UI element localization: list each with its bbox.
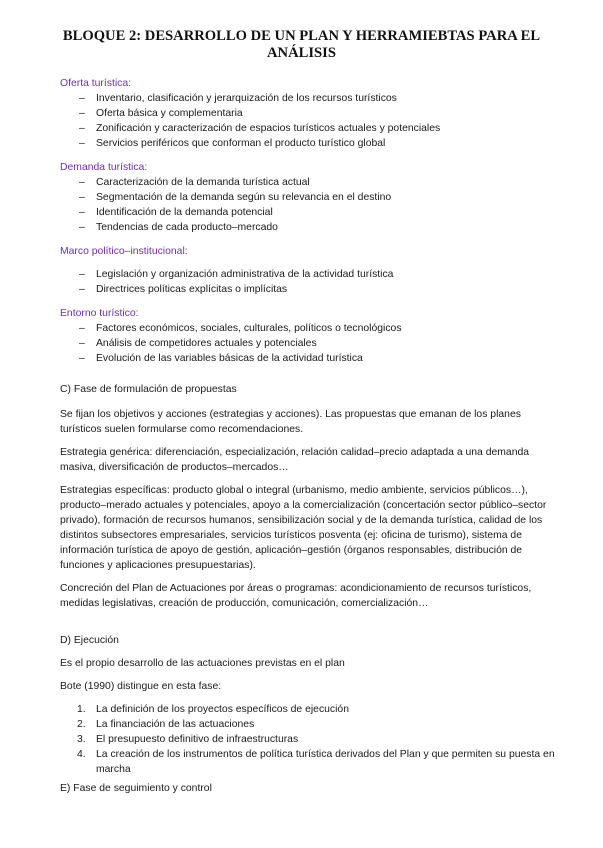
section-fase-d [60,633,560,777]
list-item: 1. La definición de los proyectos específicos de ejecución [77,704,349,715]
list-item: – Identificación de la demanda potencial [60,205,560,220]
section-fase-c [60,382,560,611]
list-item: – Análisis de competidores actuales y potenciales [60,336,560,351]
section-fase-e [60,781,560,796]
bullet-list [60,321,560,366]
list-item: 3. El presupuesto definitivo de infraestructuras [77,734,299,745]
section-heading: E) Fase de seguimiento y control [60,783,212,794]
list-item: 2. La financiación de las actuaciones [77,719,255,730]
list-item: – Segmentación de la demanda según su relevancia en el destino [60,190,560,205]
paragraph: Es el propio desarrollo de las actuaciones previstas en el plan [60,658,345,669]
section-marco [60,244,560,297]
section-demanda [60,160,560,235]
paragraph: Concreción del Plan de Actuaciones por áreas o programas: acondicionamiento de recursos turísticos, medidas legislativas, creación de producción, comunicación, comercialización… [60,583,532,609]
list-item: – Legislación y organización administrativa de la actividad turística [60,267,560,282]
document-body [60,76,560,796]
paragraph: Se fijan los objetivos y acciones (estrategias y acciones). Las propuestas que emanan de los planes turísticos suelen formularse como recomendaciones. [60,409,521,435]
list-item: – Tendencias de cada producto–mercado [60,220,560,235]
list-item: – Zonificación y caracterización de espacios turísticos actuales y potenciales [60,121,560,136]
list-item: – Servicios periféricos que conforman el producto turístico global [60,136,560,151]
paragraph: Estrategias específicas: producto global o integral (urbanismo, medio ambiente, servicios públicos…), producto–merado actuales y potenciales, apoyo a la comercialización (concertación sector público–sector privado), formación de recursos humanos, sensibilización social y de la demanda turística, calidad de los distintos subsectores empresariales, servicios turísticos posventa (ej: oficina de turismo), sistema de información turística de apoyo de gestión, aplicación–gestión (órganos responsables, distribución de funciones y aplicaciones presupuestarias). [60,485,547,571]
paragraph: Bote (1990) distingue en esta fase: [60,681,222,692]
section-heading: Marco político–institucional: [60,246,188,257]
list-item: – Caracterización de la demanda turística actual [60,175,560,190]
bullet-list [60,267,560,297]
section-oferta [60,76,560,151]
section-heading: Oferta turística: [60,78,132,89]
bullet-list [60,175,560,235]
list-item: – Inventario, clasificación y jerarquización de los recursos turísticos [60,91,560,106]
list-item: – Directrices políticas explícitas o implícitas [60,282,560,297]
list-item: 4. La creación de los instrumentos de política turística derivados del Plan y que permiten su puesta en marcha [77,749,555,775]
section-heading: Demanda turística: [60,162,148,173]
list-item: – Evolución de las variables básicas de la actividad turística [60,351,560,366]
bullet-list [60,91,560,151]
page-title: BLOQUE 2: DESARROLLO DE UN PLAN Y HERRAMIEBTAS PARA EL ANÁLISIS [62,28,541,61]
paragraph: Estrategia genérica: diferenciación, especialización, relación calidad–precio adaptada a una demanda masiva, diversificación de productos–mercados… [60,447,530,473]
section-heading: Entorno turístico: [60,308,139,319]
section-heading: C) Fase de formulación de propuestas [60,384,237,395]
section-entorno [60,306,560,366]
list-item: – Oferta básica y complementaria [60,106,560,121]
section-heading: D) Ejecución [60,635,119,646]
list-item: – Factores económicos, sociales, culturales, políticos o tecnológicos [60,321,560,336]
numbered-list [60,702,560,777]
